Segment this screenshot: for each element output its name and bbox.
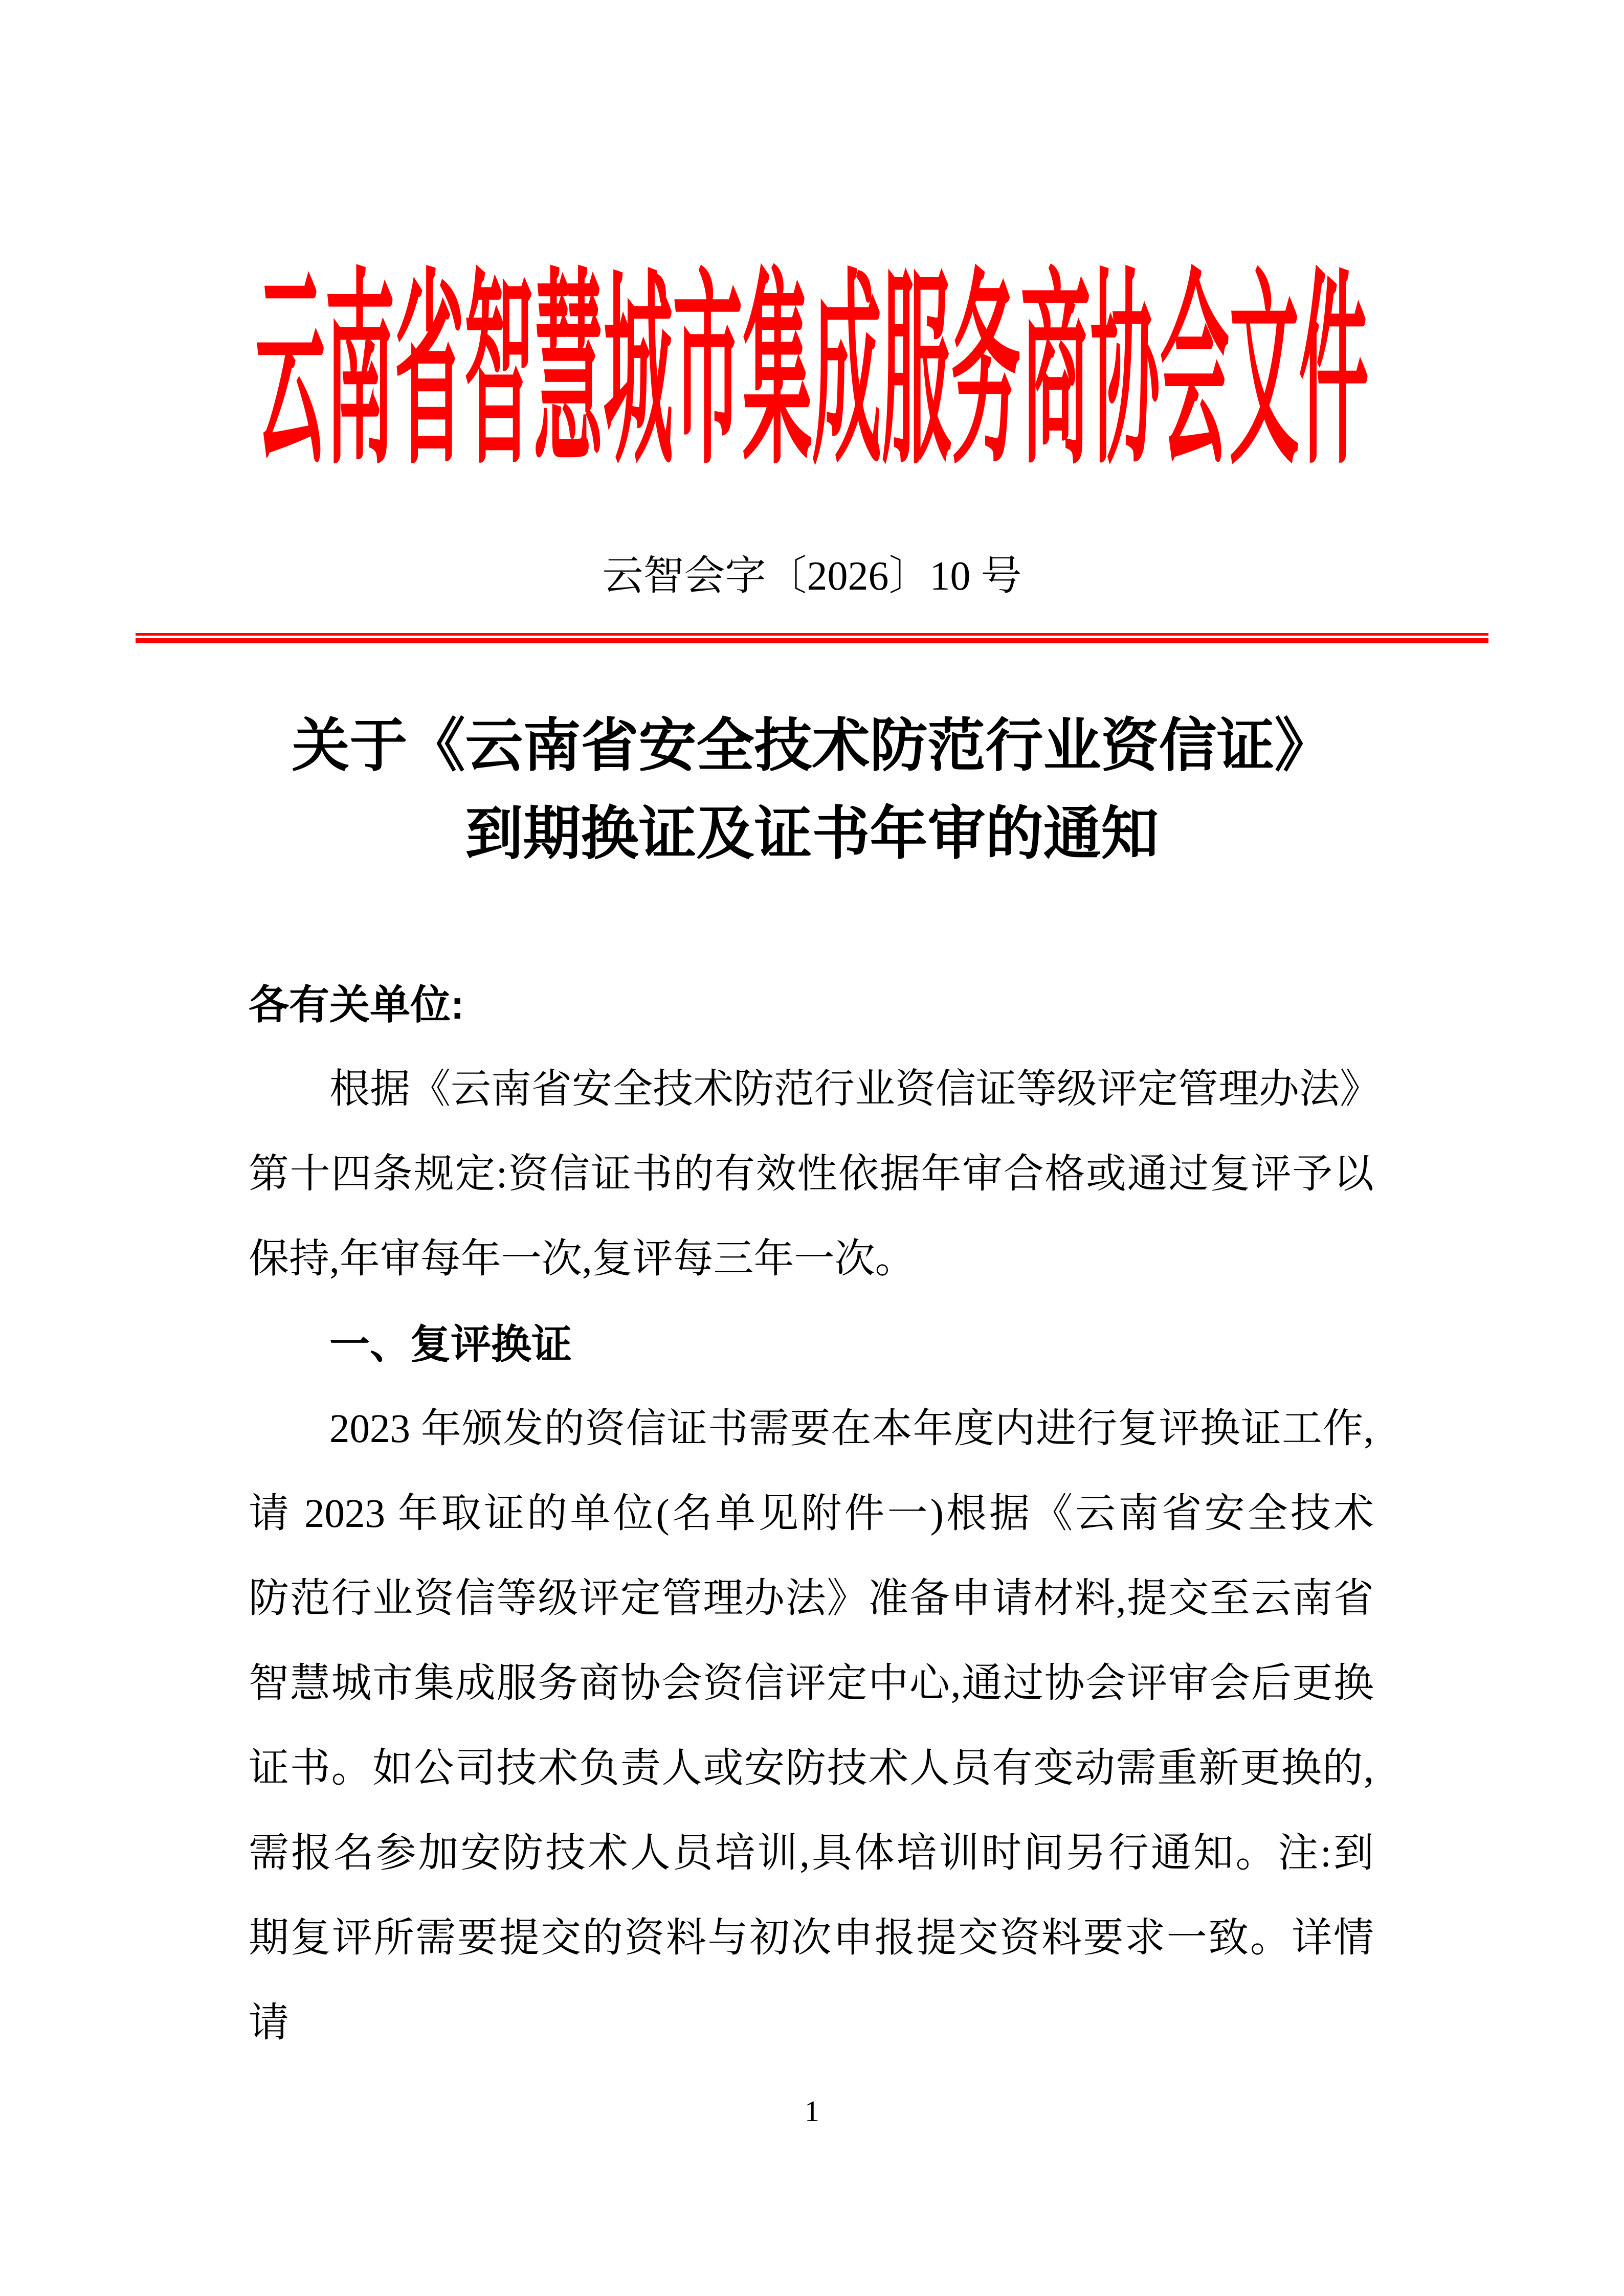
- document-number: 云智会字〔2026〕10 号: [602, 554, 1022, 599]
- notice-title-line-1: 关于《云南省安全技术防范行业资信证》: [292, 714, 1332, 778]
- body-line: 期复评所需要提交的资料与初次申报提交资料要求一致。详情请: [249, 1916, 1374, 2045]
- notice-title: [0, 703, 1624, 879]
- body-line: 各有关单位:: [249, 982, 464, 1027]
- notice-title-line-2: 到期换证及证书年审的通知: [465, 802, 1159, 866]
- body-line: 防范行业资信等级评定管理办法》准备申请材料,提交至云南省: [249, 1577, 1374, 1621]
- red-rule-thick-line: [136, 638, 1488, 643]
- body-line: 一、复评换证: [329, 1321, 572, 1367]
- body-line: 需报名参加安防技术人员培训,具体培训时间另行通知。注:到: [249, 1831, 1374, 1876]
- body-line: 第十四条规定:资信证书的有效性依据年审合格或通过复评予以: [249, 1152, 1374, 1197]
- red-divider-rule: [136, 633, 1488, 643]
- page-number: 1: [805, 2095, 819, 2128]
- body-line: 请 2023 年取证的单位(名单见附件一)根据《云南省安全技术: [249, 1492, 1374, 1536]
- body-line: 智慧城市集成服务商协会资信评定中心,通过协会评审会后更换: [249, 1661, 1374, 1706]
- body-line: 根据《云南省安全技术防范行业资信证等级评定管理办法》: [329, 1067, 1380, 1112]
- body-line: 2023 年颁发的资信证书需要在本年度内进行复评换证工作,: [329, 1407, 1374, 1451]
- body-line: 保持,年审每年一次,复评每三年一次。: [249, 1237, 916, 1281]
- red-header-org-title: 云南省智慧城市集成服务商协会文件: [255, 259, 1369, 489]
- notice-body: [249, 962, 1380, 2045]
- body-line: 证书。如公司技术负责人或安防技术人员有变动需重新更换的,: [249, 1746, 1374, 1791]
